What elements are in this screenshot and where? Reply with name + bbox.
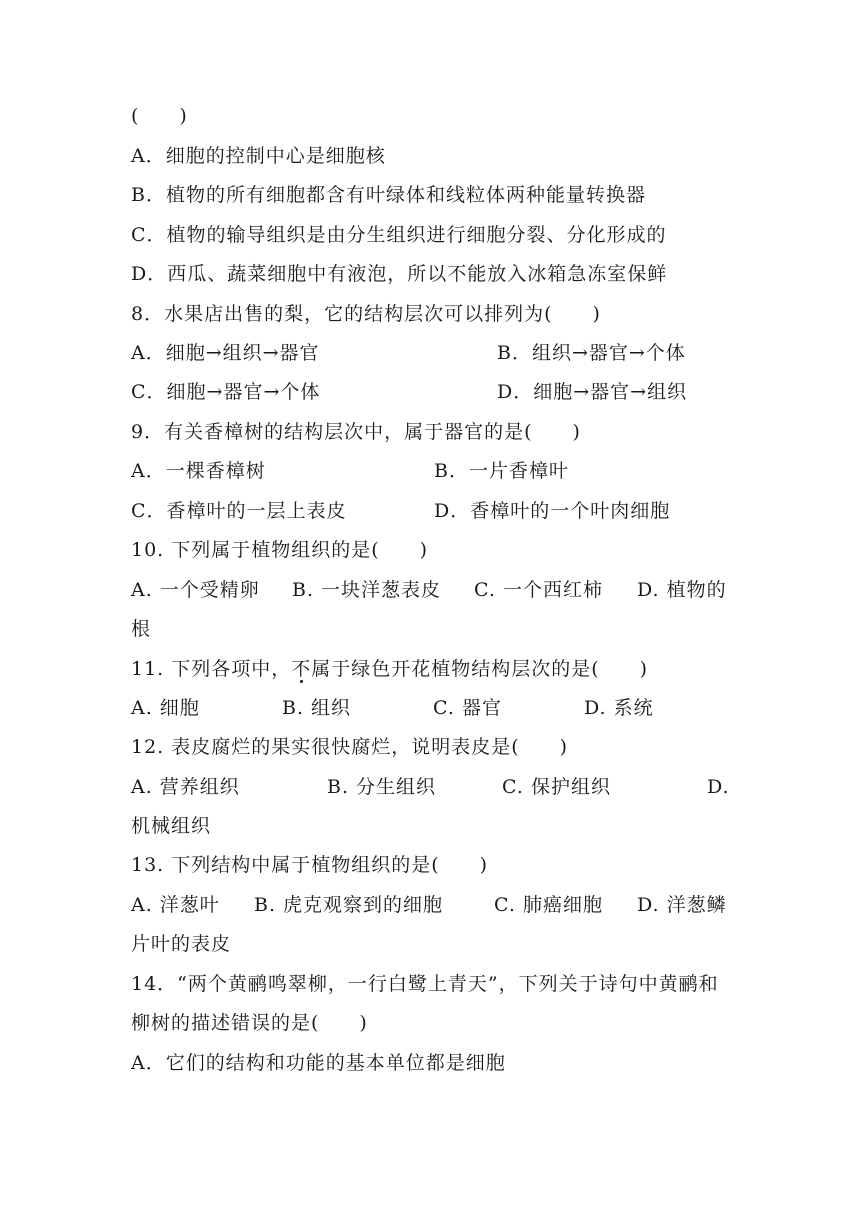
q14-stem-line1: 14．“两个黄鹂鸣翠柳，一行白鹭上青天”，下列关于诗句中黄鹂和 [131, 973, 719, 995]
q13-stem: 13. 下列结构中属于植物组织的是( ) [131, 854, 489, 876]
q11-stem: 11. 下列各项中，不属于绿色开花植物结构层次的是( ) [131, 658, 649, 680]
q11-option-c: C. 器官 [433, 697, 502, 719]
q10-option-d: D. 植物的 [637, 579, 727, 601]
q10-option-a: A. 一个受精卵 [131, 579, 260, 601]
q7-option-c: C．植物的输导组织是由分生组织进行细胞分裂、分化形成的 [131, 224, 667, 246]
q7-stem-tail: ( ) [131, 105, 188, 127]
q9-option-a: A．一棵香樟树 [131, 460, 266, 482]
q9-option-b: B．一片香樟叶 [434, 460, 569, 482]
q9-stem: 9．有关香樟树的结构层次中，属于器官的是( ) [131, 421, 581, 443]
q8-option-b: B．组织→器官→个体 [497, 342, 686, 364]
q8-option-d: D．细胞→器官→组织 [497, 381, 688, 403]
q7-option-b: B．植物的所有细胞都含有叶绿体和线粒体两种能量转换器 [131, 184, 646, 206]
q8-stem: 8．水果店出售的梨，它的结构层次可以排列为( ) [131, 303, 601, 325]
q12-option-d: D. [707, 776, 730, 798]
q10-option-c: C. 一个西红柿 [474, 579, 603, 601]
q12-option-a: A. 营养组织 [131, 776, 240, 798]
q13-option-b: B. 虎克观察到的细胞 [254, 894, 444, 916]
q13-option-c: C. 肺癌细胞 [494, 894, 603, 916]
q13-option-a: A. 洋葱叶 [131, 894, 220, 916]
q11-option-b: B. 组织 [282, 697, 352, 719]
q13-option-d: D. 洋葱鳞 [637, 894, 727, 916]
q10-option-d-wrap: 根 [131, 618, 152, 640]
q12-option-c: C. 保护组织 [502, 776, 611, 798]
q12-option-d-wrap: 机械组织 [131, 815, 212, 837]
q8-option-a: A．细胞→组织→器官 [131, 342, 320, 364]
q12-stem: 12. 表皮腐烂的果实很快腐烂，说明表皮是( ) [131, 736, 569, 758]
q8-option-c: C．细胞→器官→个体 [131, 381, 321, 403]
q12-option-b: B. 分生组织 [327, 776, 437, 798]
q7-option-d: D．西瓜、蔬菜细胞中有液泡，所以不能放入冰箱急冻室保鲜 [131, 263, 668, 285]
q11-option-a: A. 细胞 [131, 697, 200, 719]
q14-option-a: A．它们的结构和功能的基本单位都是细胞 [131, 1052, 506, 1074]
q14-stem-line2: 柳树的描述错误的是( ) [131, 1012, 368, 1034]
q9-option-d: D．香樟叶的一个叶肉细胞 [434, 500, 671, 522]
emphasis-dot [300, 680, 303, 683]
q7-option-a: A．细胞的控制中心是细胞核 [131, 145, 386, 167]
q13-option-d-wrap: 片叶的表皮 [131, 933, 232, 955]
q9-option-c: C．香樟叶的一层上表皮 [131, 500, 347, 522]
q10-option-b: B. 一块洋葱表皮 [292, 579, 442, 601]
q11-option-d: D. 系统 [584, 697, 654, 719]
q10-stem: 10. 下列属于植物组织的是( ) [131, 539, 429, 561]
